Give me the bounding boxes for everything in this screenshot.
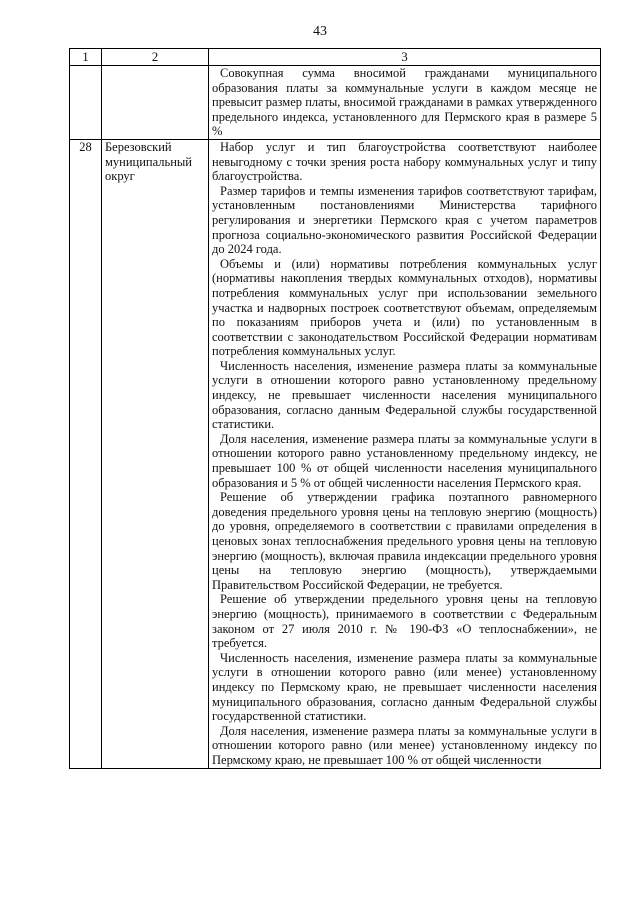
continuation-text: Совокупная сумма вносимой гражданами муниципального образования платы за коммунальные услуги в каждом месяце не превысит размер платы, вносимой гражданами в рамках утвержденного предельного индекса, установленного для Пермского края в размере 5 % <box>212 66 597 139</box>
document-table <box>69 48 601 769</box>
continuation-cell <box>209 66 601 140</box>
paragraph: Численность населения, изменение размера платы за коммунальные услуги в отношении которого равно установленному предельному индексу, не превышает численности населения муниципального образования, согласно данным Федеральной службы государственной статистики. <box>212 358 597 432</box>
conditions-cell <box>209 139 601 768</box>
paragraph: Решение об утверждении предельного уровня цены на тепловую энергию (мощность), принимаемого в соответствии с Федеральным законом от 27 июля 2010 г. № 190-ФЗ «О теплоснабжении», не требуется. <box>212 592 597 651</box>
paragraph: Решение об утверждении графика поэтапного равномерного доведения предельного уровня цены на тепловую энергию (мощность) до уровня, определяемого в соответствии с правилами определения в ценовых зонах теплоснабжения предельного уровня цены на тепловую энергию (мощность), включая правила индексации предельного уровня цены на тепловую энергию (мощность), утверждаемыми Правительством Российской Федерации, не требуется. <box>212 490 597 592</box>
paragraph: Набор услуг и тип благоустройства соответствуют наиболее невыгодному с точки зрения роста набору коммунальных услуг и типу благоустройства. <box>212 139 597 184</box>
header-cell-1: 1 <box>70 49 102 66</box>
empty-cell <box>70 66 102 140</box>
paragraph: Объемы и (или) нормативы потребления коммунальных услуг (нормативы накопления твердых коммунальных отходов), нормативы потребления коммунальных услуг при использовании земельного участка и надворных построек соответствуют объемам, определяемым по показаниям приборов учета и (или) по установленным в соответствии с законодательством Российской Федерации нормативам потребления коммунальных услуг. <box>212 256 597 359</box>
table-row-continuation <box>70 66 601 140</box>
table-row-28 <box>70 139 601 768</box>
municipality-name: Березовский муниципальный округ <box>102 139 209 768</box>
paragraph: Доля населения, изменение размера платы за коммунальные услуги в отношении которого равно (или менее) установленному индексу по Пермскому краю, не превышает 100 % от общей численности <box>212 723 597 767</box>
row-number: 28 <box>70 139 102 768</box>
paragraph: Доля населения, изменение размера платы за коммунальные услуги в отношении которого равно установленному предельному индексу, не превышает 100 % от общей численности населения муниципального образования и 5 % от общей численности населения Пермского края. <box>212 431 597 490</box>
header-cell-2: 2 <box>102 49 209 66</box>
page-number: 43 <box>313 24 327 39</box>
header-cell-3: 3 <box>209 49 601 66</box>
table-header-row <box>70 49 601 66</box>
empty-cell <box>102 66 209 140</box>
paragraph: Численность населения, изменение размера платы за коммунальные услуги в отношении которого равно (или менее) установленному индексу по Пермскому краю, не превышает численности населения муниципального образования, согласно данным Федеральной службы государственной статистики. <box>212 650 597 724</box>
paragraph: Размер тарифов и темпы изменения тарифов соответствуют тарифам, установленным постановлениями Министерства тарифного регулирования и энергетики Пермского края с учетом параметров прогноза социально-экономического развития Российской Федерации до 2024 года. <box>212 183 597 257</box>
